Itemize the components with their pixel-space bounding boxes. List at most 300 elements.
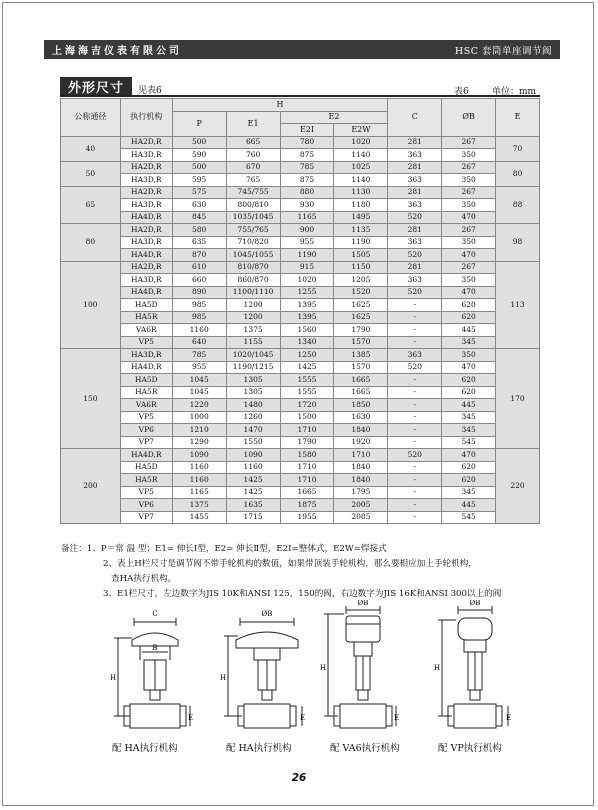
table-row bbox=[61, 211, 540, 224]
table-row bbox=[61, 311, 540, 324]
label-h: H bbox=[434, 664, 441, 672]
table-row bbox=[61, 286, 540, 299]
table-cell: HA3D,R bbox=[120, 199, 172, 212]
table-cell: 2085 bbox=[334, 511, 388, 524]
table-cell: 1255 bbox=[280, 286, 334, 299]
table-cell: 267 bbox=[442, 186, 496, 199]
table-cell: 1205 bbox=[334, 274, 388, 287]
table-row bbox=[61, 399, 540, 412]
table-cell: 710/820 bbox=[226, 236, 280, 249]
table-cell: 845 bbox=[172, 211, 226, 224]
table-cell: 1045/1055 bbox=[226, 249, 280, 262]
valve-drawing-ha-2 bbox=[218, 600, 310, 740]
table-cell: 520 bbox=[388, 249, 442, 262]
table-cell: - bbox=[388, 486, 442, 499]
table-row bbox=[61, 461, 540, 474]
table-cell: 620 bbox=[442, 299, 496, 312]
table-cell: - bbox=[388, 511, 442, 524]
table-cell: 785 bbox=[280, 161, 334, 174]
table-cell: 930 bbox=[280, 199, 334, 212]
label-e: E bbox=[300, 714, 306, 722]
table-cell: 1455 bbox=[172, 511, 226, 524]
table-cell: VP5 bbox=[120, 411, 172, 424]
table-cell: - bbox=[388, 411, 442, 424]
section-title: 外形尺寸 bbox=[60, 77, 132, 96]
table-cell: 620 bbox=[442, 474, 496, 487]
table-cell: HA3D,R bbox=[120, 149, 172, 162]
label-h: H bbox=[320, 664, 327, 672]
table-row bbox=[61, 424, 540, 437]
table-cell: 1160 bbox=[172, 461, 226, 474]
page-header bbox=[44, 40, 560, 59]
product-name: HSC 套筒单座调节阀 bbox=[454, 45, 552, 57]
table-cell: 1165 bbox=[172, 486, 226, 499]
e-dimension-cell: 220 bbox=[496, 449, 540, 524]
table-cell: HA5D bbox=[120, 299, 172, 312]
label-e: E bbox=[394, 714, 400, 722]
table-cell: 500 bbox=[172, 161, 226, 174]
nominal-diameter-cell: 50 bbox=[61, 161, 121, 186]
table-cell: 1045 bbox=[172, 374, 226, 387]
table-cell: 1375 bbox=[172, 499, 226, 512]
table-cell: 2005 bbox=[334, 499, 388, 512]
table-cell: 345 bbox=[442, 336, 496, 349]
table-cell: 1955 bbox=[280, 511, 334, 524]
table-cell: 470 bbox=[442, 449, 496, 462]
table-cell: 363 bbox=[388, 349, 442, 362]
table-cell: 445 bbox=[442, 324, 496, 337]
table-cell: 760 bbox=[226, 149, 280, 162]
table-cell: 780 bbox=[280, 136, 334, 149]
table-cell: 955 bbox=[172, 361, 226, 374]
e-dimension-cell: 113 bbox=[496, 261, 540, 349]
table-cell: 875 bbox=[280, 174, 334, 187]
table-cell: VA6R bbox=[120, 324, 172, 337]
table-cell: 890 bbox=[172, 286, 226, 299]
table-cell: 267 bbox=[442, 161, 496, 174]
notes bbox=[61, 542, 561, 602]
table-cell: 470 bbox=[442, 249, 496, 262]
table-cell: 1140 bbox=[334, 149, 388, 162]
table-cell: 1290 bbox=[172, 436, 226, 449]
table-row bbox=[61, 249, 540, 262]
table-cell: 1560 bbox=[280, 324, 334, 337]
table-cell: 281 bbox=[388, 186, 442, 199]
table-cell: 520 bbox=[388, 361, 442, 374]
table-row bbox=[61, 236, 540, 249]
table-cell: HA3D,R bbox=[120, 236, 172, 249]
table-row bbox=[61, 411, 540, 424]
table-cell: HA5D bbox=[120, 374, 172, 387]
table-cell: 1520 bbox=[334, 286, 388, 299]
table-cell: VA6R bbox=[120, 399, 172, 412]
table-cell: 520 bbox=[388, 286, 442, 299]
valve-drawing-va6 bbox=[318, 600, 404, 740]
table-cell: 520 bbox=[388, 211, 442, 224]
table-cell: 1630 bbox=[334, 411, 388, 424]
table-cell: VP6 bbox=[120, 424, 172, 437]
table-cell: 1790 bbox=[334, 324, 388, 337]
header-b: ØB bbox=[442, 99, 496, 137]
table-cell: 500 bbox=[172, 136, 226, 149]
table-cell: 1710 bbox=[334, 449, 388, 462]
table-cell: HA4D,R bbox=[120, 286, 172, 299]
table-cell: 363 bbox=[388, 236, 442, 249]
header-h: H bbox=[172, 99, 388, 112]
table-cell: 363 bbox=[388, 149, 442, 162]
table-cell: 1840 bbox=[334, 474, 388, 487]
label-h: H bbox=[220, 674, 227, 682]
table-cell: 1505 bbox=[334, 249, 388, 262]
table-cell: 1190 bbox=[334, 236, 388, 249]
table-cell: 267 bbox=[442, 136, 496, 149]
nominal-diameter-cell: 100 bbox=[61, 261, 121, 349]
valve-drawing-ha-1 bbox=[104, 600, 196, 740]
table-cell: HA4D,R bbox=[120, 211, 172, 224]
table-cell: 520 bbox=[388, 449, 442, 462]
table-cell: HA4D,R bbox=[120, 361, 172, 374]
table-cell: - bbox=[388, 324, 442, 337]
table-cell: 620 bbox=[442, 461, 496, 474]
table-row bbox=[61, 349, 540, 362]
table-cell: 1090 bbox=[226, 449, 280, 462]
table-cell: 1395 bbox=[280, 311, 334, 324]
table-cell: 1875 bbox=[280, 499, 334, 512]
table-cell: 1625 bbox=[334, 299, 388, 312]
table-cell: 281 bbox=[388, 224, 442, 237]
table-cell: 350 bbox=[442, 174, 496, 187]
table-cell: 610 bbox=[172, 261, 226, 274]
table-cell: 630 bbox=[172, 199, 226, 212]
table-cell: VP7 bbox=[120, 511, 172, 524]
note-2-cont: 查HA执行机构。 bbox=[111, 574, 177, 584]
table-cell: 1165 bbox=[280, 211, 334, 224]
table-cell: 1025 bbox=[334, 161, 388, 174]
table-cell: 1140 bbox=[334, 174, 388, 187]
table-cell: 1375 bbox=[226, 324, 280, 337]
table-cell: 345 bbox=[442, 486, 496, 499]
header-e1: E1 bbox=[226, 111, 280, 136]
caption-drawing-3: 配 VA6执行机构 bbox=[330, 743, 400, 754]
table-row bbox=[61, 149, 540, 162]
table-cell: 785 bbox=[172, 349, 226, 362]
table-cell: 470 bbox=[442, 361, 496, 374]
table-row bbox=[61, 486, 540, 499]
table-cell: 445 bbox=[442, 399, 496, 412]
table-cell: 1090 bbox=[172, 449, 226, 462]
table-cell: HA3D,R bbox=[120, 174, 172, 187]
table-cell: - bbox=[388, 436, 442, 449]
table-row bbox=[61, 374, 540, 387]
table-cell: 1020/1045 bbox=[226, 349, 280, 362]
header-e2i: E2I bbox=[280, 124, 334, 137]
table-cell: 900 bbox=[280, 224, 334, 237]
table-cell: 1710 bbox=[280, 461, 334, 474]
table-row bbox=[61, 224, 540, 237]
table-cell: 1100/1110 bbox=[226, 286, 280, 299]
table-cell: 1840 bbox=[334, 424, 388, 437]
table-row bbox=[61, 436, 540, 449]
table-cell: 1920 bbox=[334, 436, 388, 449]
table-cell: 1190 bbox=[280, 249, 334, 262]
table-row bbox=[61, 336, 540, 349]
table-cell: 1500 bbox=[280, 411, 334, 424]
table-cell: - bbox=[388, 474, 442, 487]
table-cell: 1795 bbox=[334, 486, 388, 499]
table-cell: 1385 bbox=[334, 349, 388, 362]
table-cell: HA5R bbox=[120, 311, 172, 324]
table-cell: 350 bbox=[442, 236, 496, 249]
table-cell: - bbox=[388, 374, 442, 387]
table-cell: VP5 bbox=[120, 486, 172, 499]
table-cell: 350 bbox=[442, 199, 496, 212]
table-cell: 1550 bbox=[226, 436, 280, 449]
e-dimension-cell: 170 bbox=[496, 349, 540, 449]
label-c: C bbox=[152, 610, 158, 618]
nominal-diameter-cell: 80 bbox=[61, 224, 121, 262]
header-actuator: 执行机构 bbox=[120, 99, 172, 137]
table-cell: 880 bbox=[280, 186, 334, 199]
caption-drawing-1: 配 HA执行机构 bbox=[112, 743, 178, 754]
table-cell: 620 bbox=[442, 386, 496, 399]
table-cell: - bbox=[388, 499, 442, 512]
header-e: E bbox=[496, 99, 540, 137]
table-cell: HA5D bbox=[120, 461, 172, 474]
nominal-diameter-cell: 40 bbox=[61, 136, 121, 161]
table-cell: 1260 bbox=[226, 411, 280, 424]
table-row bbox=[61, 324, 540, 337]
table-cell: 470 bbox=[442, 211, 496, 224]
table-cell: 1200 bbox=[226, 299, 280, 312]
table-cell: HA5R bbox=[120, 386, 172, 399]
table-cell: 363 bbox=[388, 274, 442, 287]
table-cell: 1720 bbox=[280, 399, 334, 412]
table-cell: 1425 bbox=[226, 474, 280, 487]
table-cell: 635 bbox=[172, 236, 226, 249]
table-cell: VP7 bbox=[120, 436, 172, 449]
table-cell: 755/765 bbox=[226, 224, 280, 237]
table-cell: 1150 bbox=[334, 261, 388, 274]
table-row bbox=[61, 261, 540, 274]
table-cell: 281 bbox=[388, 161, 442, 174]
table-cell: HA4D,R bbox=[120, 449, 172, 462]
table-cell: 281 bbox=[388, 136, 442, 149]
table-cell: 620 bbox=[442, 311, 496, 324]
table-cell: HA2D,R bbox=[120, 161, 172, 174]
note-3: 3、E1栏尺寸，左边数字为JIS 10K和ANSI 125，150的阀，右边数字为JIS 16K和ANSI 300以上的阀 bbox=[103, 589, 502, 599]
table-cell: 1425 bbox=[226, 486, 280, 499]
table-row bbox=[61, 199, 540, 212]
table-cell: - bbox=[388, 299, 442, 312]
caption-drawing-2: 配 HA执行机构 bbox=[226, 743, 292, 754]
valve-drawing-vp bbox=[432, 600, 518, 740]
table-cell: 1425 bbox=[280, 361, 334, 374]
table-cell: 580 bbox=[172, 224, 226, 237]
table-cell: 660 bbox=[172, 274, 226, 287]
table-cell: 1570 bbox=[334, 361, 388, 374]
table-cell: - bbox=[388, 424, 442, 437]
table-cell: 1250 bbox=[280, 349, 334, 362]
table-row bbox=[61, 174, 540, 187]
table-cell: 1020 bbox=[280, 274, 334, 287]
table-cell: 445 bbox=[442, 499, 496, 512]
table-row bbox=[61, 499, 540, 512]
table-row bbox=[61, 274, 540, 287]
table-cell: 1715 bbox=[226, 511, 280, 524]
table-cell: 985 bbox=[172, 299, 226, 312]
table-cell: 665 bbox=[226, 136, 280, 149]
nominal-diameter-cell: 200 bbox=[61, 449, 121, 524]
header-c: C bbox=[388, 99, 442, 137]
e-dimension-cell: 88 bbox=[496, 186, 540, 224]
table-cell: 915 bbox=[280, 261, 334, 274]
header-nominal: 公称通径 bbox=[61, 99, 121, 137]
table-cell: 800/810 bbox=[226, 199, 280, 212]
table-cell: 1190/1215 bbox=[226, 361, 280, 374]
table-cell: 640 bbox=[172, 336, 226, 349]
table-cell: HA3D,R bbox=[120, 274, 172, 287]
table-cell: 1130 bbox=[334, 186, 388, 199]
table-cell: 1160 bbox=[172, 324, 226, 337]
table-cell: 350 bbox=[442, 149, 496, 162]
label-b: B bbox=[152, 644, 158, 652]
label-e: E bbox=[506, 714, 512, 722]
table-cell: 1555 bbox=[280, 386, 334, 399]
dimension-table bbox=[60, 98, 540, 524]
header-e2w: E2W bbox=[334, 124, 388, 137]
table-cell: 985 bbox=[172, 311, 226, 324]
table-cell: HA2D,R bbox=[120, 261, 172, 274]
table-cell: 1035/1045 bbox=[226, 211, 280, 224]
table-row bbox=[61, 161, 540, 174]
table-cell: HA2D,R bbox=[120, 186, 172, 199]
label-e: E bbox=[188, 714, 194, 722]
label-b: ØB bbox=[261, 610, 273, 618]
table-cell: - bbox=[388, 386, 442, 399]
table-cell: 363 bbox=[388, 199, 442, 212]
table-cell: 350 bbox=[442, 274, 496, 287]
table-cell: VP6 bbox=[120, 499, 172, 512]
label-b: ØB bbox=[469, 600, 481, 607]
table-cell: 1555 bbox=[280, 374, 334, 387]
header-p: P bbox=[172, 111, 226, 136]
table-cell: 1570 bbox=[334, 336, 388, 349]
table-cell: 860/870 bbox=[226, 274, 280, 287]
table-cell: 1305 bbox=[226, 374, 280, 387]
e-dimension-cell: 80 bbox=[496, 161, 540, 186]
table-cell: 1625 bbox=[334, 311, 388, 324]
table-cell: 955 bbox=[280, 236, 334, 249]
table-cell: 1710 bbox=[280, 424, 334, 437]
table-cell: 470 bbox=[442, 286, 496, 299]
table-cell: 875 bbox=[280, 149, 334, 162]
table-cell: 1635 bbox=[226, 499, 280, 512]
table-cell: 345 bbox=[442, 411, 496, 424]
table-cell: - bbox=[388, 399, 442, 412]
table-cell: - bbox=[388, 311, 442, 324]
table-cell: 281 bbox=[388, 261, 442, 274]
table-cell: 545 bbox=[442, 436, 496, 449]
table-row bbox=[61, 474, 540, 487]
table-cell: 1155 bbox=[226, 336, 280, 349]
e-dimension-cell: 70 bbox=[496, 136, 540, 161]
table-cell: 1220 bbox=[172, 399, 226, 412]
note-2: 2、表上H栏尺寸是调节阀不带手轮机构的数值，如果带顶装手轮机构，那么要相应加上手轮机构， bbox=[103, 559, 477, 569]
nominal-diameter-cell: 65 bbox=[61, 186, 121, 224]
table-cell: 810/870 bbox=[226, 261, 280, 274]
e-dimension-cell: 98 bbox=[496, 224, 540, 262]
table-cell: HA5R bbox=[120, 474, 172, 487]
table-cell: 267 bbox=[442, 261, 496, 274]
table-number: 表6 bbox=[454, 87, 469, 97]
table-row bbox=[61, 449, 540, 462]
table-row bbox=[61, 186, 540, 199]
table-cell: 745/755 bbox=[226, 186, 280, 199]
table-cell: 1665 bbox=[334, 386, 388, 399]
table-cell: 545 bbox=[442, 511, 496, 524]
table-cell: 363 bbox=[388, 174, 442, 187]
page-number: 26 bbox=[291, 772, 307, 784]
table-cell: 1480 bbox=[226, 399, 280, 412]
table-cell: 620 bbox=[442, 374, 496, 387]
table-cell: 1340 bbox=[280, 336, 334, 349]
unit-label: 单位：mm bbox=[492, 87, 537, 97]
table-row bbox=[61, 299, 540, 312]
table-cell: 1000 bbox=[172, 411, 226, 424]
table-cell: 1710 bbox=[280, 474, 334, 487]
table-row bbox=[61, 386, 540, 399]
table-cell: 267 bbox=[442, 224, 496, 237]
table-row bbox=[61, 511, 540, 524]
table-cell: 1665 bbox=[280, 486, 334, 499]
label-h: H bbox=[110, 674, 117, 682]
table-cell: 345 bbox=[442, 424, 496, 437]
table-cell: 575 bbox=[172, 186, 226, 199]
see-table-note: 见表6 bbox=[138, 86, 162, 96]
table-cell: 1470 bbox=[226, 424, 280, 437]
table-cell: 670 bbox=[226, 161, 280, 174]
label-b: ØB bbox=[357, 600, 369, 607]
table-cell: - bbox=[388, 461, 442, 474]
table-cell: 765 bbox=[226, 174, 280, 187]
table-row bbox=[61, 136, 540, 149]
table-cell: 1850 bbox=[334, 399, 388, 412]
table-cell: 870 bbox=[172, 249, 226, 262]
table-cell: 350 bbox=[442, 349, 496, 362]
table-cell: 1160 bbox=[172, 474, 226, 487]
table-cell: 1580 bbox=[280, 449, 334, 462]
table-cell: 590 bbox=[172, 149, 226, 162]
table-cell: HA2D,R bbox=[120, 224, 172, 237]
table-cell: 1200 bbox=[226, 311, 280, 324]
table-cell: 1840 bbox=[334, 461, 388, 474]
table-cell: 1495 bbox=[334, 211, 388, 224]
table-cell: 595 bbox=[172, 174, 226, 187]
nominal-diameter-cell: 150 bbox=[61, 349, 121, 449]
table-cell: 1160 bbox=[226, 461, 280, 474]
table-cell: 1395 bbox=[280, 299, 334, 312]
table-cell: 1135 bbox=[334, 224, 388, 237]
table-cell: 1665 bbox=[334, 374, 388, 387]
table-cell: HA2D,R bbox=[120, 136, 172, 149]
caption-drawing-4: 配 VP执行机构 bbox=[438, 743, 502, 754]
table-cell: 1180 bbox=[334, 199, 388, 212]
table-row bbox=[61, 361, 540, 374]
table-cell: HA3D,R bbox=[120, 349, 172, 362]
table-cell: 1045 bbox=[172, 386, 226, 399]
table-cell: 1790 bbox=[280, 436, 334, 449]
table-cell: 1020 bbox=[334, 136, 388, 149]
